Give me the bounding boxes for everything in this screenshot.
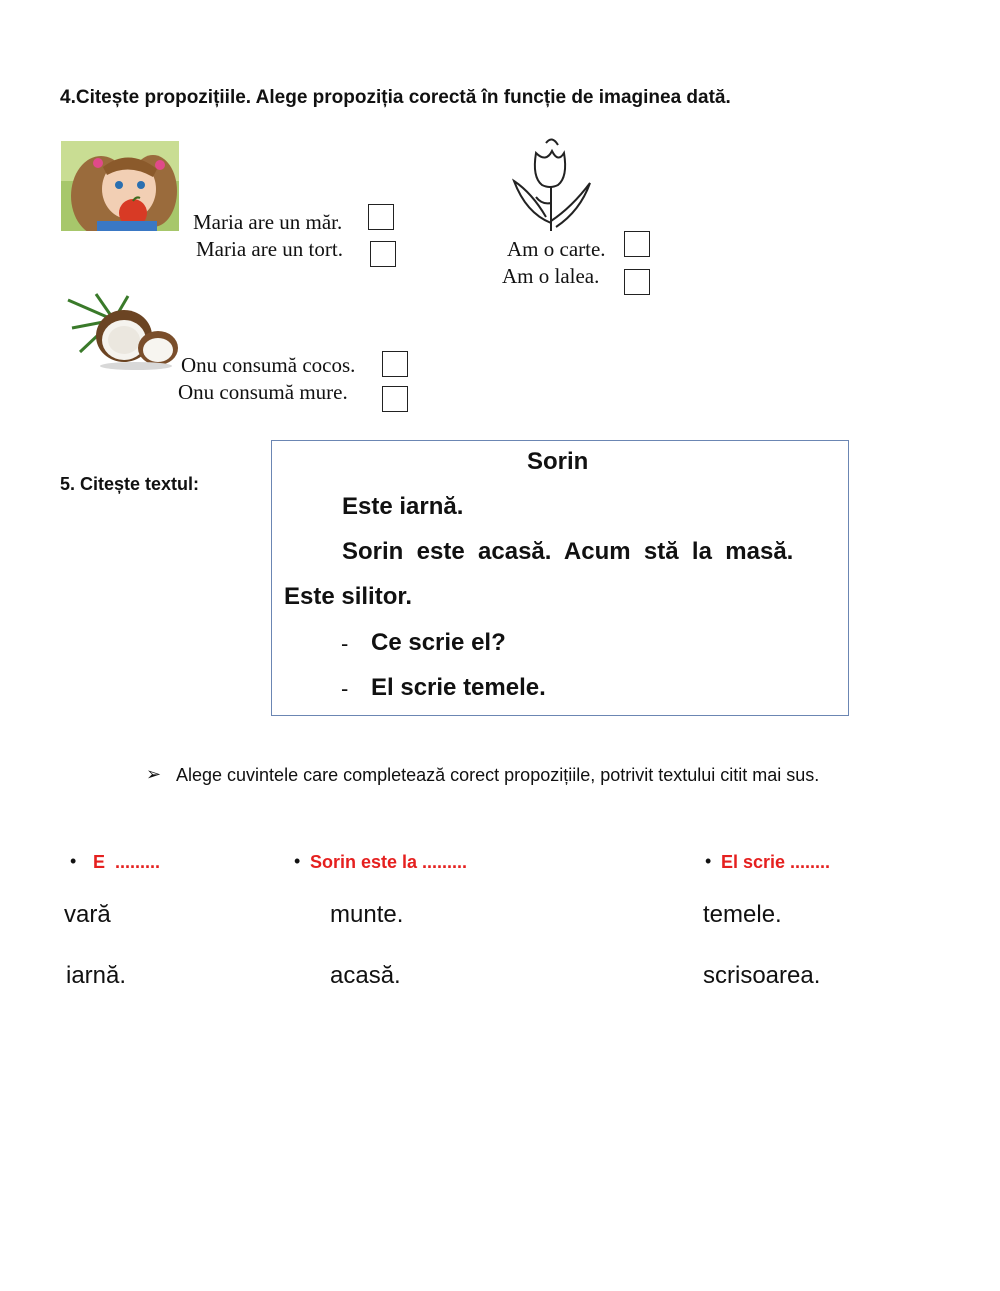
option-maria-apple-checkbox[interactable] (368, 204, 394, 230)
dialogue-dash-2: - (341, 676, 349, 701)
story-line-1: Este iarnă. (342, 493, 464, 520)
word-choice-acasa[interactable]: acasă. (330, 962, 401, 989)
instruction-text: Alege cuvintele care completează corect propozițiile, potrivit textului citit mai sus. (176, 765, 820, 785)
option-coconut-checkbox[interactable] (382, 351, 408, 377)
story-dialogue-1: Ce scrie el? (371, 629, 506, 656)
story-box (271, 440, 849, 716)
bullet-icon: • (70, 851, 77, 871)
girl-eating-apple-image (61, 141, 179, 231)
option-maria-cake-label: Maria are un tort. (196, 237, 343, 261)
option-book-checkbox[interactable] (624, 231, 650, 257)
word-choice-munte[interactable]: munte. (330, 901, 404, 928)
prompt-2: Sorin este la ......... (310, 852, 468, 872)
option-berries-label: Onu consumă mure. (178, 380, 348, 404)
story-line-3: Este silitor. (284, 583, 413, 610)
tulip-image (506, 133, 596, 233)
story-dialogue-2: El scrie temele. (371, 674, 546, 701)
bullet-icon: • (294, 851, 301, 871)
option-coconut-label: Onu consumă cocos. (181, 353, 356, 377)
word-choice-temele[interactable]: temele. (703, 901, 782, 928)
word-choice-vara[interactable]: vară (64, 901, 111, 928)
option-tulip-label: Am o lalea. (502, 264, 600, 288)
dialogue-dash-1: - (341, 631, 349, 656)
story-title: Sorin (527, 448, 589, 475)
arrow-bullet-icon: ➢ (146, 764, 162, 784)
question-4-title: 4.Citește propozițiile. Alege propoziția corectă în funcție de imaginea dată. (60, 87, 731, 108)
word-choice-iarna[interactable]: iarnă. (66, 962, 127, 989)
option-tulip-checkbox[interactable] (624, 269, 650, 295)
question-5-label: 5. Citește textul: (60, 474, 200, 494)
bullet-icon: • (705, 851, 712, 871)
option-book-label: Am o carte. (507, 237, 606, 261)
story-line-2: Sorin este acasă. Acum stă la masă. (342, 538, 794, 565)
coconut-image (66, 292, 182, 372)
option-maria-cake-checkbox[interactable] (370, 241, 396, 267)
word-choice-scrisoarea[interactable]: scrisoarea. (703, 962, 821, 989)
option-maria-apple-label: Maria are un măr. (193, 210, 343, 234)
prompt-1: E ......... (93, 852, 161, 872)
prompt-3: El scrie ........ (721, 852, 831, 872)
option-berries-checkbox[interactable] (382, 386, 408, 412)
